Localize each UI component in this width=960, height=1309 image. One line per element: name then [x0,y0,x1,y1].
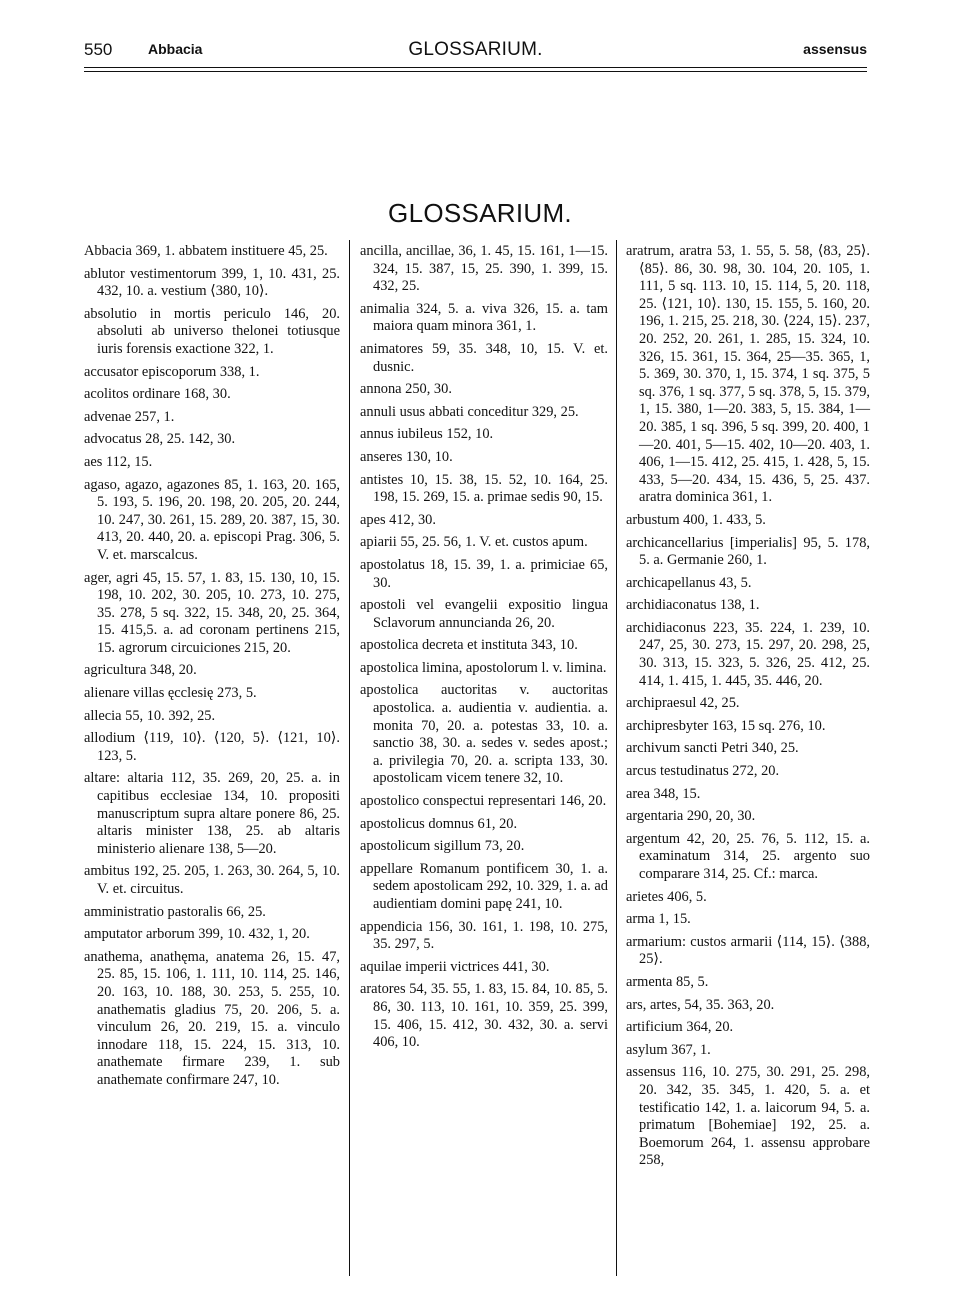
header-rule [84,67,867,68]
glossary-entry: argentum 42, 20, 25. 76, 5. 112, 15. a. examinatum 314, 25. argento suo comparare 314, 25. Cf.: marca. [626,830,870,882]
glossary-entry: antistes 10, 15. 38, 15. 52, 10. 164, 25. 198, 15. 269, 15. a. primae sedis 90, 15. [360,471,608,506]
glossary-entry: allecia 55, 10. 392, 25. [84,707,216,724]
header-first-word: Abbacia [148,41,203,57]
glossary-entry: ablutor vestimentorum 399, 1, 10. 431, 25. 432, 10. a. vestium ⟨380, 10⟩. [84,265,340,300]
glossary-entry: agricultura 348, 20. [84,662,197,679]
glossary-entry: armarium: custos armarii ⟨114, 15⟩. ⟨388, 25⟩. [626,933,870,968]
glossary-entry: arbustum 400, 1. 433, 5. [626,511,766,528]
glossary-entry: allodium ⟨119, 10⟩. ⟨120, 5⟩. ⟨121, 10⟩. 123, 5. [84,730,340,764]
glossary-entry: archicancellarius [imperialis] 95, 5. 178, 5. a. Germanie 260, 1. [626,534,870,569]
section-title: GLOSSARIUM. [388,198,572,228]
header-rule [84,71,867,72]
glossary-entry: annus iubileus 152, 10. [360,426,494,443]
glossary-entry: archicapellanus 43, 5. [626,574,752,591]
glossary-entry: assensus 116, 10. 275, 30. 291, 25. 298, 20. 342, 35. 345, 1. 420, 5. a. et testificatio 142, 1. a. laicorum 94, 5. a. primatum [Bohemiae] 192, 25. a. Boemorum 264, 1. assensu approbare 258, [626,1064,870,1169]
glossary-entry: aquilae imperii victrices 441, 30. [360,958,550,975]
running-header [84,30,867,74]
glossary-entry: accusator episcoporum 338, 1. [84,363,260,380]
glossary-entry: anseres 130, 10. [360,448,453,465]
glossary-entry: appendicia 156, 30. 161, 1. 198, 10. 275, 35. 297, 5. [360,918,608,953]
glossary-entry: ambitus 192, 25. 205, 1. 263, 30. 264, 5, 10. V. et. circuitus. [84,863,340,897]
glossary-entry: amministratio pastoralis 66, 25. [84,903,266,920]
glossary-entry: arma 1, 15. [626,911,691,928]
glossary-entry: alienare villas ęcclesię 273, 5. [84,685,257,702]
glossary-entry: aratores 54, 35. 55, 1. 83, 15. 84, 10. 85, 5. 86, 30. 113, 10. 161, 10. 359, 25. 399, 15. 406, 15. 412, 30. 432, 30. a. servi 406, 10. [360,981,608,1051]
glossary-entry: argentaria 290, 20, 30. [626,808,756,825]
glossary-entry: aes 112, 15. [84,453,153,470]
glossary-entry: apostolatus 18, 15. 39, 1. a. primiciae 65, 30. [360,556,608,591]
glossary-entry: asylum 367, 1. [626,1041,711,1058]
glossary-entry: arietes 406, 5. [626,888,707,905]
page-number: 550 [84,40,113,59]
glossary-entry: anathema, anathęma, anatema 26, 15. 47, 25. 85, 15. 106, 1. 111, 10. 114, 25. 146, 20. 163, 10. 188, 30. 253, 5. 255, 10. anathematis gladius 75, 20. 206, 5. a. vinculum 26, 20. 219, 15. a. vinculo innodare 118, 15. 224, 15. 313, 10. anathemate firmare 239, 1. sub anathemate confirmare 247, 10. [84,948,340,1088]
glossary-entry: advocatus 28, 25. 142, 30. [84,431,236,448]
glossary-entry: appellare Romanum pontificem 30, 1. a. sedem apostolicam 292, 10. 329, 1. a. ad audientiam domini papę 241, 10. [360,860,608,912]
glossary-entry: Abbacia 369, 1. abbatem instituere 45, 25. [84,243,328,259]
glossary-entry: apes 412, 30. [360,511,436,528]
glossary-entry: animatores 59, 35. 348, 10, 15. V. et. dusnic. [360,340,608,375]
glossary-entry: animalia 324, 5. a. viva 326, 15. a. tam maiora quam minora 361, 1. [360,300,608,335]
header-last-word: assensus [803,41,867,57]
glossary-entry: archipraesul 42, 25. [626,695,740,712]
glossary-entry: archidiaconus 223, 35. 224, 1. 239, 10. 247, 25, 30. 273, 15. 297, 20. 298, 25, 30. 313, 15. 323, 5. 326, 25. 412, 25. 414, 1. 415, 1. 445, 35. 446, 20. [626,619,870,689]
glossary-entry: acolitos ordinare 168, 30. [84,386,231,403]
glossary-entry: advenae 257, 1. [84,408,175,425]
glossary-entry: apostolica decreta et instituta 343, 10. [360,637,578,654]
glossary-entry: ars, artes, 54, 35. 363, 20. [626,996,775,1013]
glossary-entry: apiarii 55, 25. 56, 1. V. et. custos apum. [360,534,588,551]
glossary-entry: arcus testudinatus 272, 20. [626,763,780,780]
glossary-entry: apostolicum sigillum 73, 20. [360,838,525,855]
glossary-entry: annuli usus abbati conceditur 329, 25. [360,403,579,420]
glossary-column-3 [626,243,870,1175]
glossary-entry: archivum sancti Petri 340, 25. [626,740,799,757]
glossary-entry: archipresbyter 163, 15 sq. 276, 10. [626,717,826,734]
glossary-entry: apostoli vel evangelii expositio lingua Sclavorum annuncianda 26, 20. [360,597,608,631]
glossary-entry: ager, agri 45, 15. 57, 1. 83, 15. 130, 10, 15. 198, 10. 202, 30. 205, 10. 273, 10. 275, 35. 278, 5 sq. 322, 15. 348, 20, 25. 364, 15. 415,5. a. ad coronam pertinens 215, 15. agrorum circuiciones 215, 20. [84,569,340,656]
glossary-entry: amputator arborum 399, 10. 432, 1, 20. [84,926,310,943]
glossary-entry: apostolico conspectui representari 146, 20. [360,793,607,810]
glossary-entry: ancilla, ancillae, 36, 1. 45, 15. 161, 1—15. 324, 15. 387, 15, 25. 390, 1. 399, 15. 432, 25. [360,243,608,295]
glossary-entry: artificium 364, 20. [626,1019,734,1036]
glossary-entry: apostolicus domnus 61, 20. [360,815,518,832]
glossary-entry: area 348, 15. [626,785,701,802]
glossary-entry: archidiaconatus 138, 1. [626,597,760,614]
header-title: GLOSSARIUM. [408,39,543,60]
glossary-column-1 [84,243,340,1095]
column-divider [349,240,350,1276]
glossary-column-2 [360,243,608,1057]
column-divider [616,240,617,1276]
glossary-entry: annona 250, 30. [360,381,452,398]
glossary-entry: apostolica auctoritas v. auctoritas apostolica. a. audientia v. audientia. a. monita 70, 20. a. potestas 33, 10. a. sanctio 38, 30. a. sedes v. sedes apost.; a. privilegia 70, 20. a. scripta 133, 30. apostolicam vicem tenere 32, 10. [360,682,608,787]
glossary-entry: absolutio in mortis periculo 146, 20. absoluti ab universo thelonei totiusque iuris forensis exactione 322, 1. [84,305,340,357]
glossary-entry: altare: altaria 112, 35. 269, 20, 25. a. in capitibus ecclesiae 134, 10. propositi manuscriptum supra altare ponere 86, 25. altaris minister 138, 25. ab altaris ministerio alienare 138, 5—20. [84,770,340,857]
glossary-entry: apostolica limina, apostolorum l. v. limina. [360,659,607,676]
glossary-entry: aratrum, aratra 53, 1. 55, 5. 58, ⟨83, 25⟩. ⟨85⟩. 86, 30. 98, 30. 104, 20. 105, 1. 111, 5 sq. 113. 10, 15. 114, 5, 20. 118, 25. ⟨121, 10⟩. 130, 15. 155, 5. 160, 20. 196, 1. 215, 25. 218, 30. ⟨224, 15⟩. 237, 20. 252, 20. 261, 1. 285, 15. 324, 10. 326, 15. 361, 15. 364, 25—35. 365, 1, 5. 369, 30. 370, 1, 15. 374, 1 sq. 375, 5 sq. 376, 1 sq. 377, 5 sq. 378, 5, 15. 379, 1, 15. 380, 1—20. 383, 5, 15. 384, 1—20. 385, 1 sq. 396, 5 sq. 399, 20. 400, 1—20. 401, 5—15. 402, 10—20. 403, 1. 406, 1—15. 412, 25. 415, 1. 428, 5, 15. 433, 5—20. 434, 15. 436, 5, 25. 437. aratra dominica 361, 1. [626,243,870,506]
glossary-entry: armenta 85, 5. [626,973,709,990]
glossary-entry: agaso, agazo, agazones 85, 1. 163, 20. 165, 5. 193, 5. 196, 20. 198, 20. 205, 20. 244, 10. 247, 30. 261, 15. 289, 20. 387, 15, 30. 413, 20. 440, 20. a. episcopi Prag. 306, 5. V. et. marscalcus. [84,476,340,563]
